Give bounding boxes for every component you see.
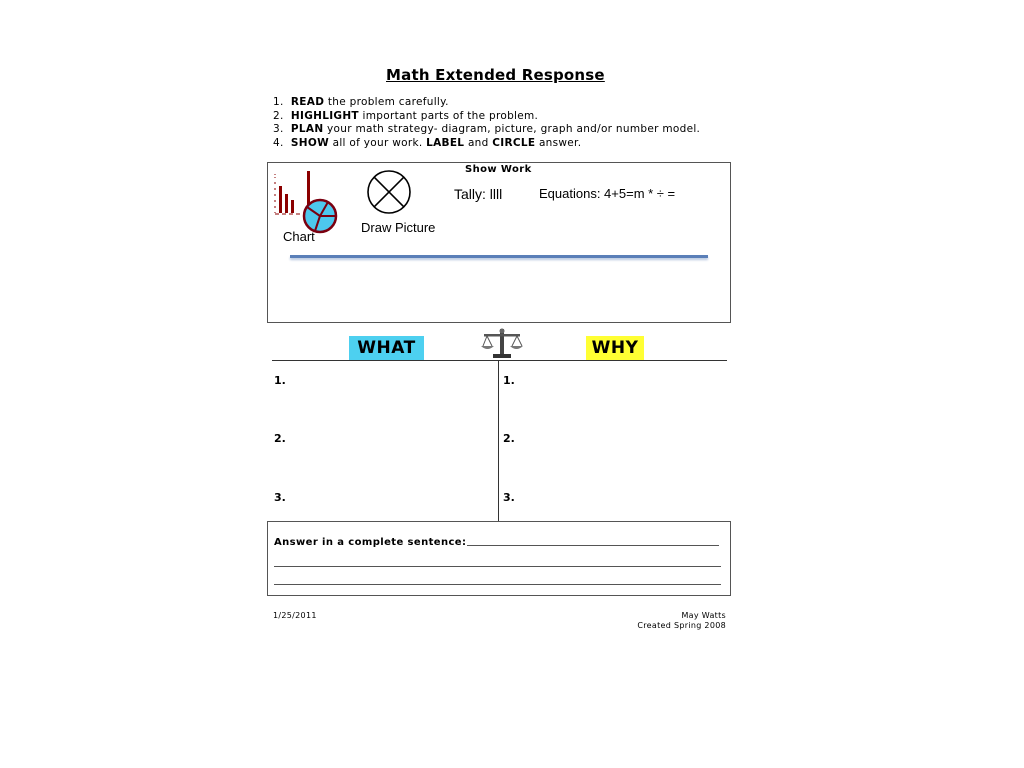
horizontal-divider	[272, 360, 727, 361]
circle-x-icon	[366, 169, 414, 215]
step-keyword: LABEL	[426, 136, 465, 149]
step-text: all of your work.	[332, 136, 423, 149]
footer-author: May Watts	[681, 611, 726, 620]
chart-icon	[270, 168, 342, 238]
step-number: 2.	[273, 109, 284, 122]
why-header: WHY	[586, 336, 644, 360]
why-item-2[interactable]: 2.	[503, 432, 515, 445]
what-header: WHAT	[349, 336, 424, 360]
answer-line[interactable]	[274, 566, 721, 567]
footer-created: Created Spring 2008	[637, 621, 726, 630]
answer-line[interactable]	[467, 545, 719, 546]
footer-credit	[600, 611, 726, 631]
step-number: 3.	[273, 123, 284, 135]
why-item-1[interactable]: 1.	[503, 374, 515, 387]
vertical-divider	[498, 361, 499, 521]
chart-label: Chart	[283, 229, 315, 244]
what-item-3[interactable]: 3.	[274, 491, 286, 504]
answer-label: Answer in a complete sentence:	[274, 537, 467, 548]
step-keyword: HIGHLIGHT	[290, 109, 359, 122]
step-4	[273, 137, 700, 151]
step-keyword: SHOW	[290, 136, 329, 149]
what-item-1[interactable]: 1.	[274, 374, 286, 387]
step-number: 4.	[273, 136, 284, 149]
step-3	[273, 123, 700, 137]
equations-label: Equations: 4+5=m * ÷ =	[539, 186, 676, 201]
blue-divider	[290, 255, 708, 258]
step-keyword: PLAN	[290, 123, 324, 135]
step-text: your math strategy- diagram, picture, graph and/or number model.	[327, 123, 701, 135]
step-keyword: CIRCLE	[492, 136, 536, 149]
draw-picture-label: Draw Picture	[361, 220, 436, 235]
step-text: and	[467, 136, 489, 149]
balance-scale-icon	[481, 327, 523, 359]
step-text: the problem carefully.	[327, 96, 449, 108]
what-item-2[interactable]: 2.	[274, 432, 286, 445]
why-item-3[interactable]: 3.	[503, 491, 515, 504]
step-number: 1.	[273, 96, 284, 108]
step-keyword: READ	[290, 96, 325, 108]
step-2	[273, 110, 700, 124]
step-text: answer.	[538, 136, 582, 149]
page-title: Math Extended Response	[386, 66, 605, 84]
answer-line[interactable]	[274, 584, 721, 585]
step-text: important parts of the problem.	[362, 109, 539, 122]
footer-date: 1/25/2011	[273, 611, 317, 620]
show-work-title: Show Work	[465, 164, 532, 175]
step-1	[273, 96, 700, 110]
tally-label: Tally: llll	[454, 186, 503, 202]
instruction-steps	[273, 96, 700, 150]
